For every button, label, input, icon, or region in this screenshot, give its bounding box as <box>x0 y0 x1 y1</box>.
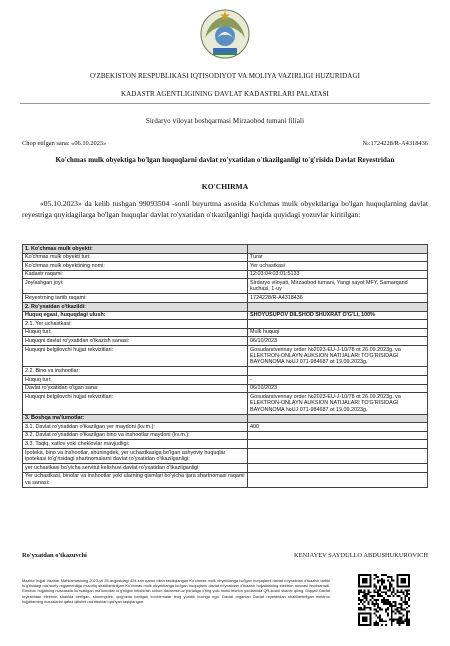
row-label: 2. Ro'yxatdan o'tkazildi: <box>23 302 248 311</box>
table-row <box>23 463 428 472</box>
qr-code-icon[interactable] <box>356 572 412 628</box>
row-label: Huquq turi: <box>23 328 248 337</box>
table-section-row <box>23 245 428 254</box>
table-row <box>23 279 428 294</box>
row-value: 12:03:04:03:01:5133 <box>248 270 428 279</box>
table-row <box>23 253 428 262</box>
registrar-name: KENJAYEV SAYDULLO ABDUSHUKUROVICH <box>294 552 428 559</box>
row-value: Yer uchastkasi <box>248 262 428 271</box>
document-subtitle: KO'CHIRMA <box>201 182 249 191</box>
row-value: Sirdaryo viloyati, Mirzaobod tumani, Yangi xayot MFY, Samarqand kuchasi, 1-uy <box>248 279 428 294</box>
row-label: Huquqni davlat ro'yxatidan o'tkazish sanasi: <box>23 337 248 346</box>
row-value <box>248 414 428 423</box>
table-row <box>23 311 428 320</box>
table-row <box>23 367 428 376</box>
row-label: 3.2. Davlat ro'yxatidan o'tkazilgan bino va inshootlar maydoni (kv.m.): <box>23 431 248 440</box>
row-label: Kadastr raqami: <box>23 270 248 279</box>
table-row <box>23 472 428 487</box>
row-label: Reyestrning tartib raqami: <box>23 294 248 303</box>
table-row <box>23 393 428 414</box>
branch-name: Sirdaryo viloyat boshqarmasi Mirzaobod tumani filiali <box>145 117 305 125</box>
row-value: Turar <box>248 253 428 262</box>
row-label: 3.3. Taqiq, xatlov yoki cheklovlar mavjudligi: <box>23 440 248 449</box>
table-row <box>23 320 428 329</box>
header-divider <box>20 103 430 104</box>
table-section-row <box>23 302 428 311</box>
intro-paragraph: «05.10.2023» da kelib tushgan 99093504 -sonli buyurtma asosida Ko'chmas mulk obyektlariga bo'lgan huquqlarning davlat reyestriga quyidagilarga bo'lgan huquqlar davlat ro'yxatidan o'tkazilganligi haqida quyidagi yozuvlar kiritilgan: <box>22 199 428 219</box>
row-value: - <box>248 375 428 384</box>
row-value: 400 <box>248 423 428 432</box>
row-value <box>248 302 428 311</box>
row-label: Huquq turi: <box>23 375 248 384</box>
row-label: 2.1. Yer uchastkasi: <box>23 320 248 329</box>
row-label: yer uchastkasi bo'yicha servitut kelishuvi davlat ro'yxatidan o'tkazilganligi: <box>23 463 248 472</box>
row-value <box>248 245 428 254</box>
registry-table <box>22 244 428 488</box>
row-label: Ko'chmas mulk obyekti turi: <box>23 253 248 262</box>
row-value <box>248 431 428 440</box>
table-row <box>23 262 428 271</box>
document-number: №:1724228/R-A4318436 <box>362 140 428 147</box>
row-label: 3.1. Davlat ro'yxatidan o'tkazilgan yer maydoni (kv.m.): <box>23 423 248 432</box>
row-value: 06/10/2023 <box>248 384 428 393</box>
table-row <box>23 448 428 463</box>
row-value: Gosudarstvennay order №2023-EU-J-10/78 ot 26.09.2023g. va ELEKTRON-ONLAYN AUKSION NATIJALARI TO'G'RISIDAGI BAYONNOMA №UJ 071-984687 ot 19.09.2023g. <box>248 345 428 366</box>
row-value: SHOYUSUPOV DILSHOD SHUXRAT O'G'LI, 100% <box>248 311 428 320</box>
ministry-name: O'ZBEKISTON RESPUBLIKASI IQTISODIYOT VA MOLIYA VAZIRLIGI HUZURIDAGI <box>89 72 361 80</box>
table-row <box>23 337 428 346</box>
document-title: Ko'chmas mulk obyektiga bo'lgan huquqlarni davlat ro'yxatidan o'tkazilganligi to'g'risida Davlat Reyestridan <box>55 156 395 164</box>
agency-name: KADASTR AGENTLIGINING DAVLAT KADASTRLARI PALATASI <box>121 90 329 98</box>
table-row <box>23 294 428 303</box>
legal-footer: Mazkur hujjat Vazirlar Mahkamasining 2023-yil 25-avgustdagi 424-son qarori bilan tasdiqlangan Ko'chmas mulk obyektlariga bo'lgan huquqlarni davlat ro'yxatidan o'tkazish tartibi to'g'risidagi ma'muriy reglamentiga muvofiq shakllantirilgan Ko'chmas mulk obyektlariga bo'lgan huquqlarni davlat ro'yxatidan o'tkazish hujjatlarining elektron nusxasi hisoblanadi. Elektron hujjatning nusxasida ko'rsatilgan ma'lumotlar to'g'riligini tekshirish uchun davreestr.uz portaliga o'ting yoki mobil telefon yordamida QR-kodni skaner qiling. Diqqat! Davlat reyestridan elektron shaklda berilgan, shuningdek, qog'ozda berilgan ko'chirmalar teng yuridik kuchga ega. Davlat organlari Davlat reyestridan shakllantirilgan elektron hujjatlarning nusxalarini qabul qilishni rad etishlari qat'iyan taqiqlangan. <box>22 578 330 604</box>
print-date: Chop etilgan sana: «06.10.2023» <box>22 140 107 147</box>
table-row <box>23 431 428 440</box>
row-value <box>248 440 428 449</box>
row-label: 3. Boshqa ma'lumotlar: <box>23 414 248 423</box>
table-row <box>23 375 428 384</box>
row-value <box>248 463 428 472</box>
row-label: Davlat ro'yxatidan o'tgan sana: <box>23 384 248 393</box>
table-row <box>23 270 428 279</box>
table-row <box>23 423 428 432</box>
row-value <box>248 320 428 329</box>
table-section-row <box>23 414 428 423</box>
row-label: Joylashgan joyi: <box>23 279 248 294</box>
row-label: Huquq egasi, huquqdagi ulush: <box>23 311 248 320</box>
row-label: 1. Ko'chmas mulk obyekti: <box>23 245 248 254</box>
row-label: Ko'chmas mulk obyektining nomi: <box>23 262 248 271</box>
row-label: Ipoteka, bino va inshootlar, shuningdek, yer uchastkasiga bo'lgan ashyoviy huquqlar ipotekasi to'g'risidagi shartnomalarni davlat ro'yxatidan o'tkazilganligi: <box>23 448 248 463</box>
row-value <box>248 448 428 463</box>
row-value: 1724228/R-A4318436 <box>248 294 428 303</box>
row-label: Huquqni belgilovchi hujjat rekvizitlari: <box>23 345 248 366</box>
table-row <box>23 328 428 337</box>
row-value: Gosudarstvennay order №2023-EU-J-10/78 ot 26.09.2023g. va ELEKTRON-ONLAYN AUKSION NATIJALARI TO'G'RISIDAGI BAYONNOMA №UJ 071-984687 ot 19.09.2023g. <box>248 393 428 414</box>
row-value: Mulk huquqi <box>248 328 428 337</box>
row-value: 06/10/2023 <box>248 337 428 346</box>
row-label: Huquqni belgilovchi hujjat rekvizitlari: <box>23 393 248 414</box>
state-emblem-icon <box>199 8 251 60</box>
table-row <box>23 440 428 449</box>
row-value <box>248 472 428 487</box>
table-row <box>23 384 428 393</box>
registrar-role: Ro'yxatdan o'tkazuvchi <box>22 552 87 559</box>
row-label: Yer uchastkasi, binolar va inshootlar yoki ularning qismlari bo'yicha ijara shartnomasi raqami va sanasi: <box>23 472 248 487</box>
table-row <box>23 345 428 366</box>
row-label: 2.2. Bino va inshootlar: <box>23 367 248 376</box>
row-value <box>248 367 428 376</box>
